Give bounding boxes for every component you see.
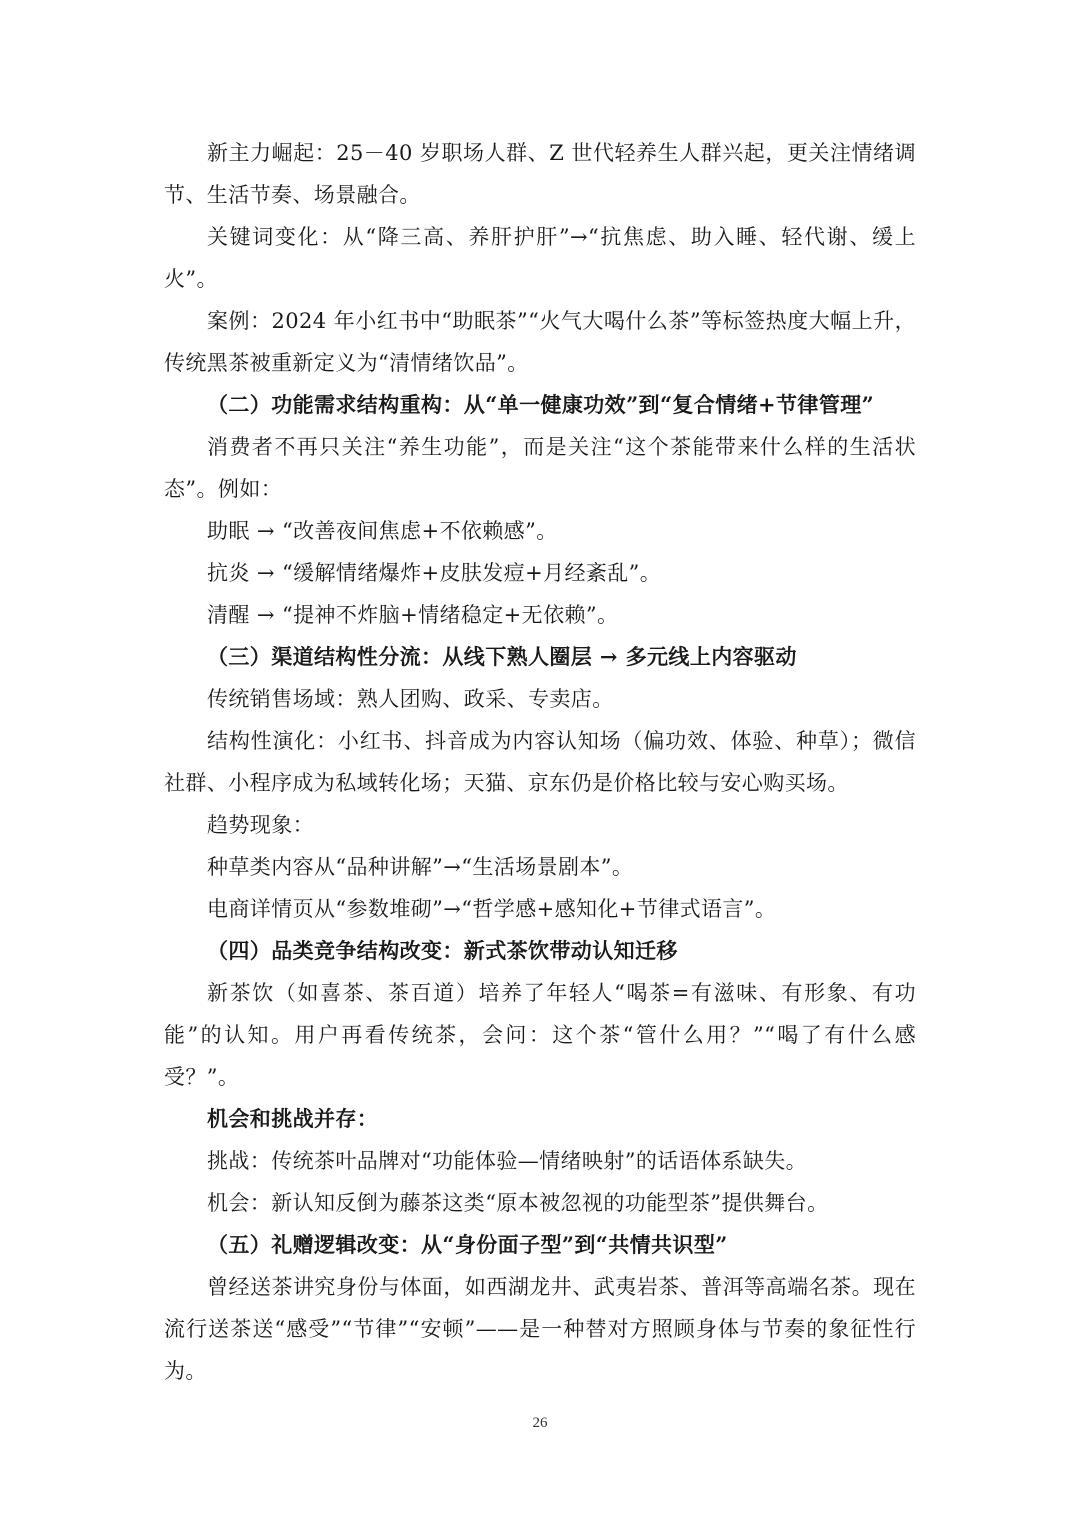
paragraph-trend-label: 趋势现象： — [207, 813, 314, 837]
section-heading-3: （三）渠道结构性分流：从线下熟人圈层 → 多元线上内容驱动 — [207, 644, 797, 669]
paragraph-consumer-focus: 消费者不再只关注“养生功能”，而是关注“这个茶能带来什么样的生活状态”。例如： — [164, 435, 916, 501]
paragraph-opportunity: 机会：新认知反倒为藤茶这类“原本被忽视的功能型茶”提供舞台。 — [207, 1191, 829, 1215]
paragraph-opportunity-challenge-label: 机会和挑战并存： — [207, 1106, 379, 1131]
list-item-sleep: 助眠 → “改善夜间焦虑+不依赖感”。 — [207, 519, 558, 543]
paragraph-new-main-force: 新主力崛起：25－40 岁职场人群、Z 世代轻养生人群兴起，更关注情绪调节、生活节奏、场景融合。 — [164, 141, 916, 207]
paragraph-keyword-change: 关键词变化：从“降三高、养肝护肝”→“抗焦虑、助入睡、轻代谢、缓上火”。 — [164, 225, 916, 291]
paragraph-challenge: 挑战：传统茶叶品牌对“功能体验—情绪映射”的话语体系缺失。 — [207, 1149, 808, 1173]
paragraph-new-tea-drinks: 新茶饮（如喜茶、茶百道）培养了年轻人“喝茶=有滋味、有形象、有功能”的认知。用户再看传统茶，会问：这个茶“管什么用？”“喝了有什么感受？”。 — [164, 981, 916, 1089]
section-heading-5: （五）礼赠逻辑改变：从“身份面子型”到“共情共识型” — [207, 1232, 728, 1257]
page-number: 26 — [532, 1415, 548, 1431]
paragraph-gift-logic: 曾经送茶讲究身份与体面，如西湖龙井、武夷岩茶、普洱等高端名茶。现在流行送茶送“感受”“节律”“安顿”——是一种替对方照顾身体与节奏的象征性行为。 — [164, 1275, 916, 1383]
list-item-anti-inflammation: 抗炎 → “缓解情绪爆炸+皮肤发痘+月经紊乱”。 — [207, 561, 662, 585]
paragraph-case: 案例：2024 年小红书中“助眠茶”“火气大喝什么茶”等标签热度大幅上升，传统黑茶被重新定义为“清情绪饮品”。 — [164, 309, 916, 375]
paragraph-traditional-sales: 传统销售场域：熟人团购、政采、专卖店。 — [207, 687, 614, 711]
section-heading-4: （四）品类竞争结构改变：新式茶饮带动认知迁移 — [207, 938, 678, 963]
list-item-alertness: 清醒 → “提神不炸脑+情绪稳定+无依赖”。 — [207, 603, 619, 627]
paragraph-structural-evolution: 结构性演化：小红书、抖音成为内容认知场（偏功效、体验、种草）；微信社群、小程序成为私域转化场；天猫、京东仍是价格比较与安心购买场。 — [164, 729, 916, 795]
paragraph-seeding-content: 种草类内容从“品种讲解”→“生活场景剧本”。 — [207, 855, 634, 879]
paragraph-ecommerce-detail: 电商详情页从“参数堆砌”→“哲学感+感知化+节律式语言”。 — [207, 897, 777, 921]
page-content — [164, 132, 916, 1392]
section-heading-2: （二）功能需求结构重构：从“单一健康功效”到“复合情绪+节律管理” — [207, 392, 875, 417]
